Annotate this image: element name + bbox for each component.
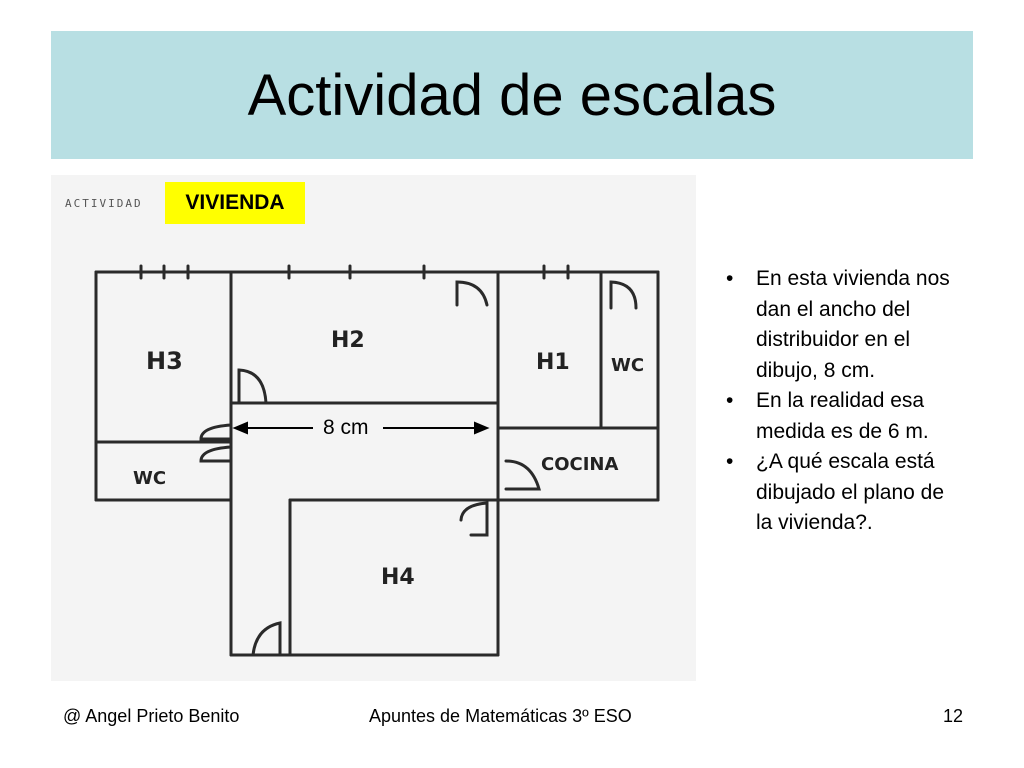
room-label-h4: H4 (381, 565, 415, 590)
footer-author: @ Angel Prieto Benito (63, 706, 240, 726)
room-label-h2: H2 (331, 328, 365, 353)
bullet-list (722, 264, 962, 539)
bullet-item: • En la realidad esa medida es de 6 m. (722, 386, 962, 447)
actividad-label: ACTIVIDAD (65, 197, 143, 210)
floor-plan (51, 175, 696, 681)
measure-label: 8 cm (323, 416, 369, 439)
bullet-item: • En esta vivienda nos dan el ancho del distribuidor en el dibujo, 8 cm. (722, 264, 962, 386)
bullet-item: • ¿A qué escala está dibujado el plano de la vivienda?. (722, 447, 962, 539)
room-label-h1: H1 (536, 350, 570, 375)
title-bar (51, 31, 973, 159)
footer-course: Apuntes de Matemáticas 3º ESO (369, 706, 632, 726)
room-label-wc-left: WC (133, 468, 167, 489)
room-label-wc-right: WC (611, 355, 645, 376)
room-label-h3: H3 (146, 347, 183, 375)
vivienda-label: VIVIENDA (165, 182, 305, 224)
room-label-cocina: COCINA (541, 454, 619, 475)
footer-page-number: 12 (943, 706, 964, 726)
slide-title: Actividad de escalas (247, 62, 777, 128)
floor-plan-drawing (51, 175, 696, 681)
